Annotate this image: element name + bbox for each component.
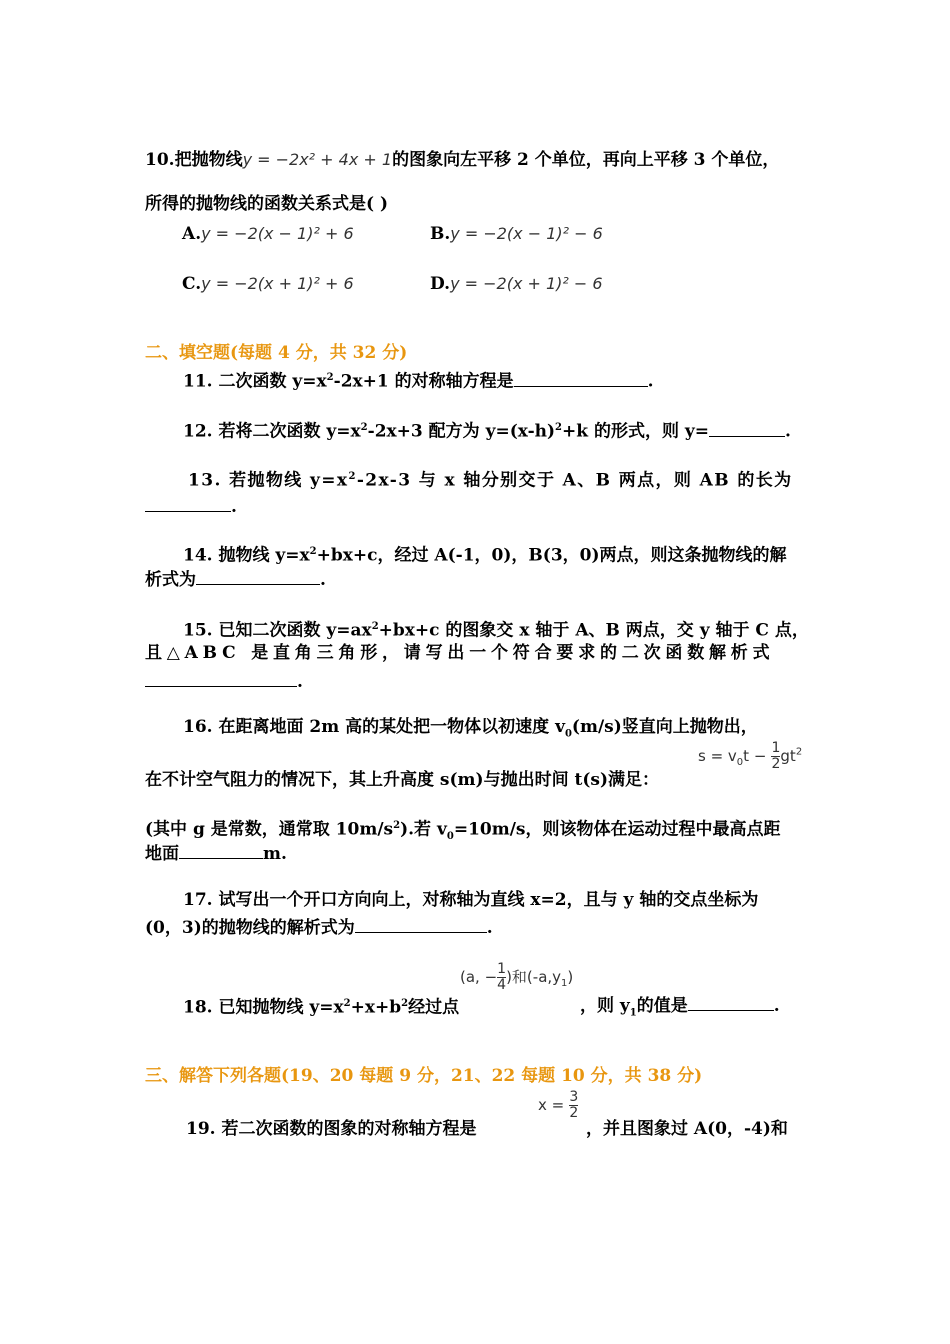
q17-line1: 17. 试写出一个开口方向向上，对称轴为直线 x=2，且与 y 轴的交点坐标为 (183, 890, 759, 910)
q15-line3: . (145, 670, 303, 692)
q12-answer-blank[interactable] (709, 420, 785, 437)
q18-fraction: $\frac{1}{4}$ (497, 961, 507, 993)
section3-title: 三、解答下列各题(19、20 每题 9 分，21、22 每题 10 分，共 38 分) (145, 1066, 703, 1086)
q13-answer-blank[interactable] (145, 495, 231, 512)
q17-answer-blank[interactable] (355, 916, 487, 933)
q15-line1: 15. 已知二次函数 $y=ax^2+bx+c$ 的图象交 x 轴于 A、B 两点，交 y 轴于 C 点， (183, 620, 809, 641)
q11-answer-blank[interactable] (514, 370, 648, 387)
q14-answer-blank[interactable] (196, 568, 320, 585)
q19-formula: x = $\frac{3}{2}$ (538, 1089, 579, 1121)
q10-option-d: D.y = −2(x + 1)² − 6 (430, 274, 603, 294)
q15-answer-blank[interactable] (145, 670, 297, 687)
q19-fraction: $\frac{3}{2}$ (569, 1089, 579, 1121)
q10-option-c: C.y = −2(x + 1)² + 6 (182, 274, 354, 294)
q15-line2: 且△ABC 是直角三角形，请写出一个符合要求的二次函数解析式 (145, 643, 775, 663)
q10-line2: 所得的抛物线的函数关系式是( ) (145, 194, 389, 214)
q10-option-b: B.y = −2(x − 1)² − 6 (430, 224, 603, 244)
q17-line2: (0，3)的抛物线的解析式为 . (145, 918, 493, 938)
q10-line1: 10.把抛物线y = −2x² + 4x + 1的图象向左平移 2 个单位，再向上平移 3 个单位， (145, 150, 780, 170)
q13-line1: 13. 若抛物线 $y=x^2-2x-3$ 与 x 轴分别交于 A、B 两点，则 AB 的长为 (188, 470, 793, 491)
q16-answer-blank[interactable] (179, 842, 263, 859)
q16-line1: 16. 在距离地面 2m 高的某处把一物体以初速度 $v_0(m/s)$竖直向上抛物出， (183, 717, 758, 740)
q10-option-a: A.y = −2(x − 1)² + 6 (182, 224, 354, 244)
q18-tail: ，则 $y_1$的值是 . (580, 996, 780, 1019)
q16-line4: 地面 m. (145, 844, 287, 864)
q10-formula: y = −2x² + 4x + 1 (242, 150, 393, 169)
q18: 18. 已知抛物线 $y=x^2+x+b^2$经过点 (183, 997, 460, 1018)
q16-formula: $s = v_0t$ − $\frac{1}{2}$ $gt^2$ (698, 740, 803, 772)
q16-fraction: $\frac{1}{2}$ (771, 740, 781, 772)
q13-line2: . (145, 495, 237, 517)
q19-tail: ，并且图象过 A(0，-4)和 (586, 1119, 788, 1139)
q18-answer-blank[interactable] (688, 994, 774, 1011)
q19: 19. 若二次函数的图象的对称轴方程是 (186, 1119, 477, 1139)
q14-line1: 14. 抛物线 $y=x^2+bx+c$，经过 A(-1，0)，B(3，0)两点，则这条抛物线的解 (183, 545, 787, 566)
q16-line3: (其中 g 是常数，通常取 $10m/s^2$).若 $v_0=10m/s$，则该物体在运动过程中最高点距 (145, 819, 781, 843)
q14-line2: 析式为 . (145, 570, 326, 590)
section2-title: 二、填空题(每题 4 分，共 32 分) (145, 343, 408, 363)
q12: 12. 若将二次函数 $y=x^2-2x+3$ 配方为 $y=(x-h)^2+k$ 的形式，则 y= . (183, 421, 791, 442)
q16-line2: 在不计空气阻力的情况下，其上升高度 s(m)与抛出时间 t(s)满足： (145, 770, 659, 790)
q11: 11. 二次函数 $y=x^2-2x+1$ 的对称轴方程是 . (183, 371, 654, 392)
q18-point-formula: (a, − $\frac{1}{4}$ )和$(-a,y_1)$ (460, 961, 574, 993)
